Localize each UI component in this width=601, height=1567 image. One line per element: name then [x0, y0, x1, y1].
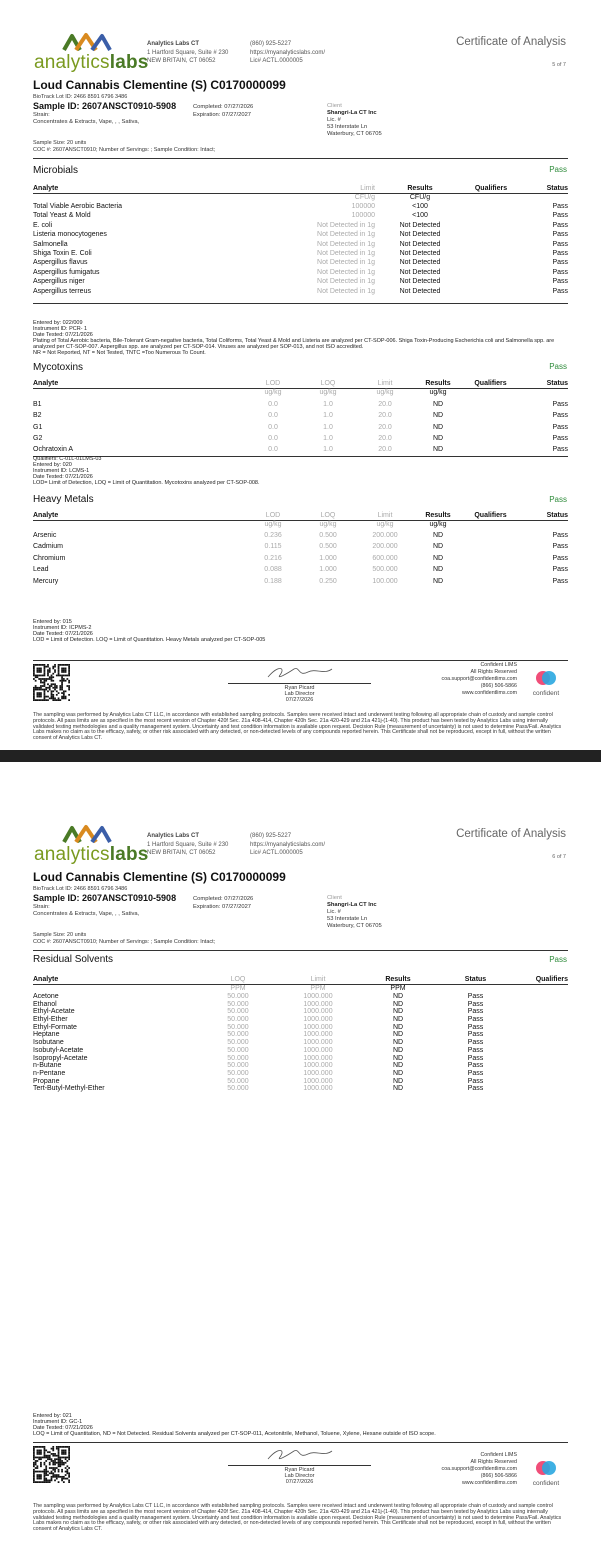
- qr-code-icon[interactable]: [33, 1446, 70, 1483]
- signature-icon: [228, 663, 371, 683]
- limit-value: 1000.000: [303, 1054, 333, 1062]
- disclaimer: The sampling was performed by Analytics Labs CT LLC, in accordance with established sampling protocols. Samples were received intact and underwent testing following all appropriate chain of custody and sample control protocols. All pass limits are as specified in the most recent version of Chapter 420f Sec. 21a 408-414, Chapter 420h Sec. 21a 420-429 and 21a 421j-(1-40). This product has been tested by Analytics Labs using internally validated testing methodologies and a quality management system. Uncertainty and test condition information is available upon request. Decision Rule (measurement of uncertainty) is not used to determine Pass/Fail. Analytics Labs makes no claim as to the efficacy, safety, or other risk associated with any detected, or non-detected levels of any compounds reported herein. This Certificate shall not be reproduced, except in full, without the written consent of Analytics Labs CT.: [33, 712, 562, 742]
- table-row: [33, 1062, 568, 1070]
- sample-id: Sample ID: 2607ANSCT0910-5908: [33, 101, 177, 111]
- lod-value: 0.0: [268, 446, 278, 454]
- heavy-metals-title: Heavy Metals: [33, 494, 94, 505]
- loq-value: 1.0: [323, 423, 333, 431]
- limit-value: Not Detected in 1g: [317, 259, 375, 267]
- confident-logo: confident: [526, 668, 566, 697]
- note-line: Entered by: 022/009: [33, 320, 83, 326]
- lab-contact: (860) 925-5227 https://myanalyticslabs.com/ Lic# ACTL.0000005: [250, 41, 326, 64]
- table-row: [33, 401, 568, 412]
- lod-value: 0.236: [264, 532, 282, 539]
- result-value: ND: [392, 1069, 404, 1077]
- loq-value: 50.000: [227, 1039, 249, 1047]
- table-row: [33, 259, 568, 268]
- loq-value: 50.000: [227, 1077, 249, 1085]
- limit-value: 20.0: [378, 401, 392, 408]
- result-value: ND: [392, 1000, 404, 1008]
- lod-value: 0.0: [268, 434, 278, 442]
- result-value: Not Detected: [399, 231, 441, 239]
- microbials-table: [33, 185, 568, 297]
- result-value: ND: [392, 1016, 404, 1024]
- note-line: Qualifiers: C-01L-01LMS-03: [33, 456, 102, 462]
- loq-value: 50.000: [227, 1031, 249, 1039]
- note-line: Date Tested: 07/21/2026: [33, 630, 93, 637]
- result-value: Not Detected: [399, 221, 441, 229]
- sample-size: Sample Size: 20 units COC #: 2607ANSCT0910; Number of Servings: ; Sample Condition: Intact;: [33, 140, 216, 153]
- result-value: Not Detected: [399, 240, 441, 248]
- coa-page-6: [0, 792, 601, 1540]
- status-value: Pass: [467, 1031, 484, 1039]
- analyte-name: Isobutane: [33, 1039, 64, 1047]
- residual-solvents-notes: [33, 1414, 568, 1438]
- heavy-metals-status: Pass: [549, 495, 567, 504]
- microbials-title: Microbials: [33, 165, 79, 176]
- client-info: Client Shangri-La CT Inc Lic. # 53 Interstate Ln Waterbury, CT 06705: [327, 895, 382, 929]
- logo-wordmark: analyticslabs: [34, 844, 149, 865]
- limit-value: Not Detected in 1g: [317, 249, 375, 257]
- lab-address: Analytics Labs CT 1 Hartford Square, Suite # 230 NEW BRITAIN, CT 06052: [147, 833, 229, 856]
- loq-value: 50.000: [227, 1023, 249, 1031]
- signature-icon: [228, 1445, 371, 1465]
- table-row: [33, 532, 568, 543]
- status-value: Pass: [467, 1077, 484, 1085]
- result-value: ND: [392, 1039, 404, 1047]
- table-header: Analyte LOD LOQ Limit Results Qualifiers Status: [33, 512, 568, 519]
- status-value: Pass: [467, 1039, 484, 1047]
- product-name: Loud Cannabis Clementine (S) C0170000099: [33, 870, 286, 884]
- analyte-name: Ethyl-Formate: [33, 1023, 77, 1031]
- table-row: [33, 1008, 568, 1016]
- result-value: ND: [432, 412, 444, 420]
- status-value: Pass: [552, 401, 568, 408]
- limit-value: 200.000: [372, 543, 398, 551]
- limit-value: 20.0: [378, 412, 392, 420]
- table-row: [33, 203, 568, 212]
- analyte-name: Shiga Toxin E. Coli: [33, 249, 92, 257]
- product-name: Loud Cannabis Clementine (S) C0170000099: [33, 78, 286, 92]
- analyte-name: n-Pentane: [33, 1069, 66, 1077]
- table-row: [33, 1055, 568, 1063]
- logo-mark-icon: [62, 32, 112, 52]
- result-value: ND: [392, 1062, 404, 1070]
- status-value: Pass: [467, 1023, 484, 1031]
- analyte-name: Aspergillus flavus: [33, 259, 88, 267]
- note-line: LOD = Limit of Detection. LOQ = Limit of Quantitation. Heavy Metals analyzed per CT-SOP-005: [33, 636, 266, 643]
- status-value: Pass: [552, 231, 568, 239]
- analyte-name: Arsenic: [33, 532, 57, 539]
- table-header: Analyte LOD LOQ Limit Results Qualifiers Status: [33, 380, 568, 387]
- loq-value: 50.000: [227, 1069, 249, 1077]
- status-value: Pass: [552, 543, 568, 551]
- table-row: [33, 566, 568, 577]
- support-email-link[interactable]: coa.support@confidentlims.com: [441, 676, 517, 682]
- status-value: Pass: [552, 532, 568, 539]
- note-line: Instrument ID: GC-1: [33, 1418, 83, 1425]
- result-value: Not Detected: [399, 278, 441, 286]
- result-value: <100: [412, 212, 428, 220]
- result-value: Not Detected: [399, 268, 441, 276]
- loq-value: 0.250: [319, 577, 337, 585]
- limit-value: Not Detected in 1g: [317, 221, 375, 229]
- limit-value: 20.0: [378, 446, 392, 454]
- table-row: [33, 543, 568, 554]
- status-value: Pass: [552, 434, 568, 442]
- limit-value: 1000.000: [303, 1069, 333, 1077]
- document-title: Certificate of Analysis: [456, 828, 566, 840]
- section-divider: [33, 950, 568, 951]
- note-line: Date Tested: 07/21/2026: [33, 1424, 93, 1431]
- analyte-name: Ochratoxin A: [33, 446, 74, 454]
- biotrack-lot-id: BioTrack Lot ID: 2466 8591 6796 3486: [33, 94, 128, 100]
- analyte-name: Chromium: [33, 554, 66, 562]
- table-row: [33, 555, 568, 566]
- status-value: Pass: [552, 268, 568, 276]
- loq-value: 50.000: [227, 993, 249, 1000]
- loq-value: 50.000: [227, 1000, 249, 1008]
- note-line: Instrument ID: ICPMS-2: [33, 624, 92, 631]
- table-row: [33, 222, 568, 231]
- loq-value: 1.0: [323, 412, 333, 420]
- result-value: ND: [392, 1031, 404, 1039]
- result-value: ND: [432, 446, 444, 454]
- status-value: Pass: [467, 1008, 484, 1016]
- status-value: Pass: [467, 1062, 484, 1070]
- residual-solvents-table: [33, 976, 568, 1093]
- result-value: ND: [432, 566, 444, 574]
- table-row: [33, 1039, 568, 1047]
- mycotoxins-table: [33, 380, 568, 457]
- biotrack-lot-id: BioTrack Lot ID: 2466 8591 6796 3486: [33, 886, 128, 892]
- microbials-notes: [33, 321, 568, 356]
- limit-value: 500.000: [372, 566, 398, 574]
- result-value: Not Detected: [399, 259, 441, 267]
- document-title: Certificate of Analysis: [456, 36, 566, 48]
- limit-value: 100000: [351, 212, 375, 220]
- sample-size: Sample Size: 20 units COC #: 2607ANSCT0910; Number of Servings: ; Sample Condition: Intact;: [33, 932, 216, 945]
- analyte-name: Listeria monocytogenes: [33, 231, 107, 239]
- limit-value: Not Detected in 1g: [317, 268, 375, 276]
- table-row: [33, 412, 568, 423]
- result-value: ND: [432, 543, 444, 551]
- page-number: 6 of 7: [552, 854, 566, 860]
- lab-website-link[interactable]: https://myanalyticslabs.com/: [250, 841, 326, 848]
- result-value: ND: [392, 1085, 404, 1093]
- mycotoxins-title: Mycotoxins: [33, 362, 84, 373]
- limit-value: Not Detected in 1g: [317, 240, 375, 248]
- units-row: ug/kg ug/kg ug/kg ug/kg: [264, 389, 447, 396]
- status-value: Pass: [552, 412, 568, 420]
- result-value: ND: [432, 554, 444, 562]
- status-value: Pass: [467, 1016, 484, 1024]
- lab-website-link[interactable]: https://myanalyticslabs.com/: [250, 49, 326, 56]
- loq-value: 1.000: [319, 566, 337, 574]
- analyte-name: Total Yeast & Mold: [33, 212, 91, 220]
- logo-wordmark: analyticslabs: [34, 52, 149, 73]
- table-header: Analyte LOQ Limit Results Status Qualifiers: [33, 976, 568, 983]
- status-value: Pass: [467, 1046, 484, 1054]
- table-row: [33, 1024, 568, 1032]
- confident-lims-info: Confident LIMS All Rights Reserved coa.support@confidentlims.com (866) 506-5866 www.confidentlims.com: [441, 1452, 517, 1486]
- note-line: Entered by: 021: [33, 1413, 72, 1419]
- note-line: Entered by: 015: [33, 619, 72, 625]
- loq-value: 50.000: [227, 1054, 249, 1062]
- units-row: CFU/g CFU/g: [354, 194, 431, 201]
- analyte-name: Total Viable Aerobic Bacteria: [33, 203, 122, 210]
- footer-divider: [33, 660, 568, 661]
- result-value: ND: [432, 423, 444, 431]
- status-value: Pass: [467, 1069, 484, 1077]
- limit-value: Not Detected in 1g: [317, 231, 375, 239]
- analyte-name: Ethyl-Ether: [33, 1016, 68, 1024]
- note-line: Plating of Total Aerobic bacteria, Bile-Tolerant Gram-negative bacteria, Total Coliforms, Total Yeast & Mold and Listeria are analyzed per CT-SOP-006. Shiga Toxin-Producing Escherichia coli and Salmonella spp. are analyzed per CT-SOP-007. Aspergillus spp. are analyzed per CT-SOP-014. Viruses are analyzed per SOP-013, and not ISO accredited.: [33, 337, 555, 350]
- analyte-name: Ethyl-Acetate: [33, 1008, 75, 1016]
- result-value: ND: [392, 1054, 404, 1062]
- loq-value: 50.000: [227, 1008, 249, 1016]
- analyte-name: Salmonella: [33, 240, 68, 248]
- table-row: [33, 250, 568, 259]
- analytics-labs-logo: [34, 824, 149, 868]
- analyte-name: Lead: [33, 566, 49, 574]
- status-value: Pass: [552, 203, 568, 210]
- note-line: Instrument ID: LCMS-1: [33, 467, 90, 474]
- lab-address: Analytics Labs CT 1 Hartford Square, Suite # 230 NEW BRITAIN, CT 06052: [147, 41, 229, 64]
- analyte-name: n-Butane: [33, 1062, 62, 1070]
- analyte-name: Isobutyl-Acetate: [33, 1046, 84, 1054]
- result-value: ND: [432, 577, 444, 585]
- loq-value: 1.0: [323, 401, 333, 408]
- loq-value: 1.0: [323, 446, 333, 454]
- disclaimer: The sampling was performed by Analytics Labs CT LLC, in accordance with established sampling protocols. Samples were received intact and underwent testing following all appropriate chain of custody and sample control protocols. All pass limits are as specified in the most recent version of Chapter 420f Sec. 21a 408-414, Chapter 420h Sec. 21a 420-429 and 21a 421j-(1-40). This product has been tested by Analytics Labs using internally validated testing methodologies and a quality management system. Uncertainty and test condition information is available upon request. Decision Rule (measurement of uncertainty) is not used to determine Pass/Fail. Analytics Labs makes no claim as to the efficacy, safety, or other risk associated with any detected, or non-detected levels of any compounds reported herein. This Certificate shall not be reproduced, except in full, without the written consent of Analytics Labs CT.: [33, 1503, 562, 1533]
- lod-value: 0.115: [264, 543, 282, 551]
- client-info: Client Shangri-La CT Inc Lic. # 53 Interstate Ln Waterbury, CT 06705: [327, 103, 382, 137]
- table-row: [33, 278, 568, 287]
- units-row: PPM PPM PPM: [230, 985, 406, 992]
- status-value: Pass: [552, 577, 568, 585]
- table-row: [33, 1031, 568, 1039]
- status-value: Pass: [467, 1054, 484, 1062]
- table-row: [33, 288, 568, 297]
- result-value: ND: [392, 1008, 404, 1016]
- limit-value: 1000.000: [303, 1039, 333, 1047]
- limit-value: 100000: [351, 203, 375, 210]
- loq-value: 0.500: [319, 543, 337, 551]
- table-row: [33, 1016, 568, 1024]
- note-line: NR = Not Reported, NT = Not Tested, TNTC =Too Numerous To Count.: [33, 349, 206, 356]
- limit-value: 1000.000: [303, 1062, 333, 1070]
- loq-value: 50.000: [227, 1046, 249, 1054]
- table-row: [33, 231, 568, 240]
- status-value: Pass: [552, 423, 568, 431]
- lod-value: 0.088: [264, 566, 282, 574]
- page-separator: [0, 748, 601, 792]
- analyte-name: E. coli: [33, 221, 53, 229]
- limit-value: 1000.000: [303, 1031, 333, 1039]
- status-value: Pass: [467, 1000, 484, 1008]
- status-value: Pass: [552, 278, 568, 286]
- sample-dates: Completed: 07/27/2026 Expiration: 07/27/2027: [193, 896, 254, 910]
- qr-code-icon[interactable]: [33, 664, 70, 701]
- mycotoxins-notes: [33, 457, 568, 487]
- limit-value: 1000.000: [303, 1023, 333, 1031]
- result-value: Not Detected: [399, 249, 441, 257]
- analyte-name: B1: [33, 401, 42, 408]
- loq-value: 50.000: [227, 1062, 249, 1070]
- lab-contact: (860) 925-5227 https://myanalyticslabs.com/ Lic# ACTL.0000005: [250, 833, 326, 856]
- analyte-name: Ethanol: [33, 1000, 57, 1008]
- note-line: Instrument ID: PCR- 1: [33, 325, 88, 332]
- logo-mark-icon: [62, 824, 112, 844]
- confident-logo-icon: [535, 668, 557, 688]
- lod-value: 0.0: [268, 412, 278, 420]
- note-line: LOQ = Limit of Quantitation, ND = Not Detected. Residual Solvents analyzed per CT-SOP-011, Acetonitrile, Methanol, Toluene, Xylene, Hexane outside of ISO scope.: [33, 1430, 436, 1437]
- analyte-name: Cadmium: [33, 543, 63, 551]
- table-row: [33, 424, 568, 435]
- note-line: Entered by: 020: [33, 461, 72, 468]
- limit-value: 20.0: [378, 423, 392, 431]
- status-value: Pass: [552, 259, 568, 267]
- result-value: Not Detected: [399, 287, 441, 295]
- note-line: Date Tested: 07/21/2026: [33, 473, 93, 480]
- residual-solvents-title: Residual Solvents: [33, 954, 114, 965]
- result-value: ND: [392, 993, 404, 1000]
- confident-logo: confident: [526, 1458, 566, 1487]
- limit-value: 20.0: [378, 434, 392, 442]
- limit-value: 1000.000: [303, 1077, 333, 1085]
- analyte-name: Aspergillus terreus: [33, 287, 91, 295]
- analyte-name: G2: [33, 434, 43, 442]
- analytics-labs-logo: [34, 32, 149, 76]
- microbials-status: Pass: [549, 165, 567, 174]
- lod-value: 0.188: [264, 577, 282, 585]
- result-value: ND: [432, 434, 444, 442]
- result-value: ND: [392, 1023, 404, 1031]
- strain-info: Strain: Concentrates & Extracts, Vape, , , Sativa,: [33, 112, 140, 125]
- status-value: Pass: [552, 221, 568, 229]
- loq-value: 1.0: [323, 434, 333, 442]
- coa-page-5: [0, 0, 601, 748]
- support-email-link[interactable]: coa.support@confidentlims.com: [441, 1466, 517, 1472]
- table-row: [33, 1078, 568, 1086]
- table-row: [33, 241, 568, 250]
- status-value: Pass: [552, 554, 568, 562]
- table-header: Analyte Limit Results Qualifiers Status: [33, 185, 568, 192]
- strain-info: Strain: Concentrates & Extracts, Vape, , , Sativa,: [33, 904, 140, 917]
- limit-value: 600.000: [372, 554, 398, 562]
- status-value: Pass: [552, 566, 568, 574]
- result-value: <100: [412, 203, 428, 210]
- status-value: Pass: [552, 446, 568, 454]
- table-row: [33, 578, 568, 589]
- analyte-name: Propane: [33, 1077, 60, 1085]
- analyte-name: G1: [33, 423, 43, 431]
- units-row: ug/kg ug/kg ug/kg ug/kg: [264, 521, 447, 528]
- limit-value: Not Detected in 1g: [317, 278, 375, 286]
- analyte-name: B2: [33, 412, 42, 420]
- confident-website-link[interactable]: www.confidentlims.com: [461, 1480, 517, 1486]
- limit-value: 1000.000: [303, 1008, 333, 1016]
- signature-block: Ryan Picard Lab Director 07/27/2026: [228, 1445, 371, 1470]
- status-value: Pass: [467, 1085, 484, 1093]
- result-value: ND: [392, 1077, 404, 1085]
- analyte-name: Aspergillus fumigatus: [33, 268, 100, 276]
- table-row: [33, 212, 568, 221]
- residual-solvents-status: Pass: [549, 955, 567, 964]
- limit-value: 1000.000: [303, 1046, 333, 1054]
- status-value: Pass: [552, 240, 568, 248]
- status-value: Pass: [552, 249, 568, 257]
- table-row: [33, 993, 568, 1001]
- limit-value: Not Detected in 1g: [317, 287, 375, 295]
- note-line: LOD= Limit of Detection, LOQ = Limit of Quantitation. Mycotoxins analyzed per CT-SOP-008.: [33, 479, 260, 486]
- confident-lims-info: Confident LIMS All Rights Reserved coa.support@confidentlims.com (866) 506-5866 www.confidentlims.com: [441, 662, 517, 696]
- lod-value: 0.0: [268, 401, 278, 408]
- lod-value: 0.0: [268, 423, 278, 431]
- loq-value: 1.000: [319, 554, 337, 562]
- table-row: [33, 1085, 568, 1093]
- sample-id: Sample ID: 2607ANSCT0910-5908: [33, 893, 177, 903]
- limit-value: 1000.000: [303, 1085, 333, 1093]
- mycotoxins-status: Pass: [549, 362, 567, 371]
- limit-value: 1000.000: [303, 993, 333, 1000]
- footer-divider: [33, 1442, 568, 1443]
- analyte-name: Mercury: [33, 577, 59, 585]
- loq-value: 50.000: [227, 1085, 249, 1093]
- confident-logo-icon: [535, 1458, 557, 1478]
- table-row: [33, 269, 568, 278]
- analyte-name: Heptane: [33, 1031, 60, 1039]
- result-value: ND: [432, 401, 444, 408]
- analyte-name: Isopropyl-Acetate: [33, 1054, 88, 1062]
- section-divider: [33, 158, 568, 159]
- limit-value: 200.000: [372, 532, 398, 539]
- confident-website-link[interactable]: www.confidentlims.com: [461, 690, 517, 696]
- heavy-metals-table: [33, 512, 568, 589]
- result-value: ND: [432, 532, 444, 539]
- result-value: ND: [392, 1046, 404, 1054]
- limit-value: 100.000: [372, 577, 398, 585]
- limit-value: 1000.000: [303, 1016, 333, 1024]
- analyte-name: Tert-Butyl-Methyl-Ether: [33, 1085, 105, 1093]
- table-row: [33, 1070, 568, 1078]
- section-divider: [33, 303, 568, 304]
- note-line: Date Tested: 07/21/2026: [33, 331, 93, 338]
- limit-value: 1000.000: [303, 1000, 333, 1008]
- sample-dates: Completed: 07/27/2026 Expiration: 07/27/2027: [193, 104, 254, 118]
- analyte-name: Acetone: [33, 993, 59, 1000]
- table-row: [33, 1047, 568, 1055]
- status-value: Pass: [467, 993, 484, 1000]
- table-row: [33, 1001, 568, 1009]
- status-value: Pass: [552, 287, 568, 295]
- status-value: Pass: [552, 212, 568, 220]
- heavy-metals-notes: [33, 620, 568, 644]
- page-number: 5 of 7: [552, 62, 566, 68]
- loq-value: 50.000: [227, 1016, 249, 1024]
- loq-value: 0.500: [319, 532, 337, 539]
- table-row: [33, 435, 568, 446]
- analyte-name: Aspergillus niger: [33, 278, 85, 286]
- lod-value: 0.216: [264, 554, 282, 562]
- signature-block: Ryan Picard Lab Director 07/27/2026: [228, 663, 371, 688]
